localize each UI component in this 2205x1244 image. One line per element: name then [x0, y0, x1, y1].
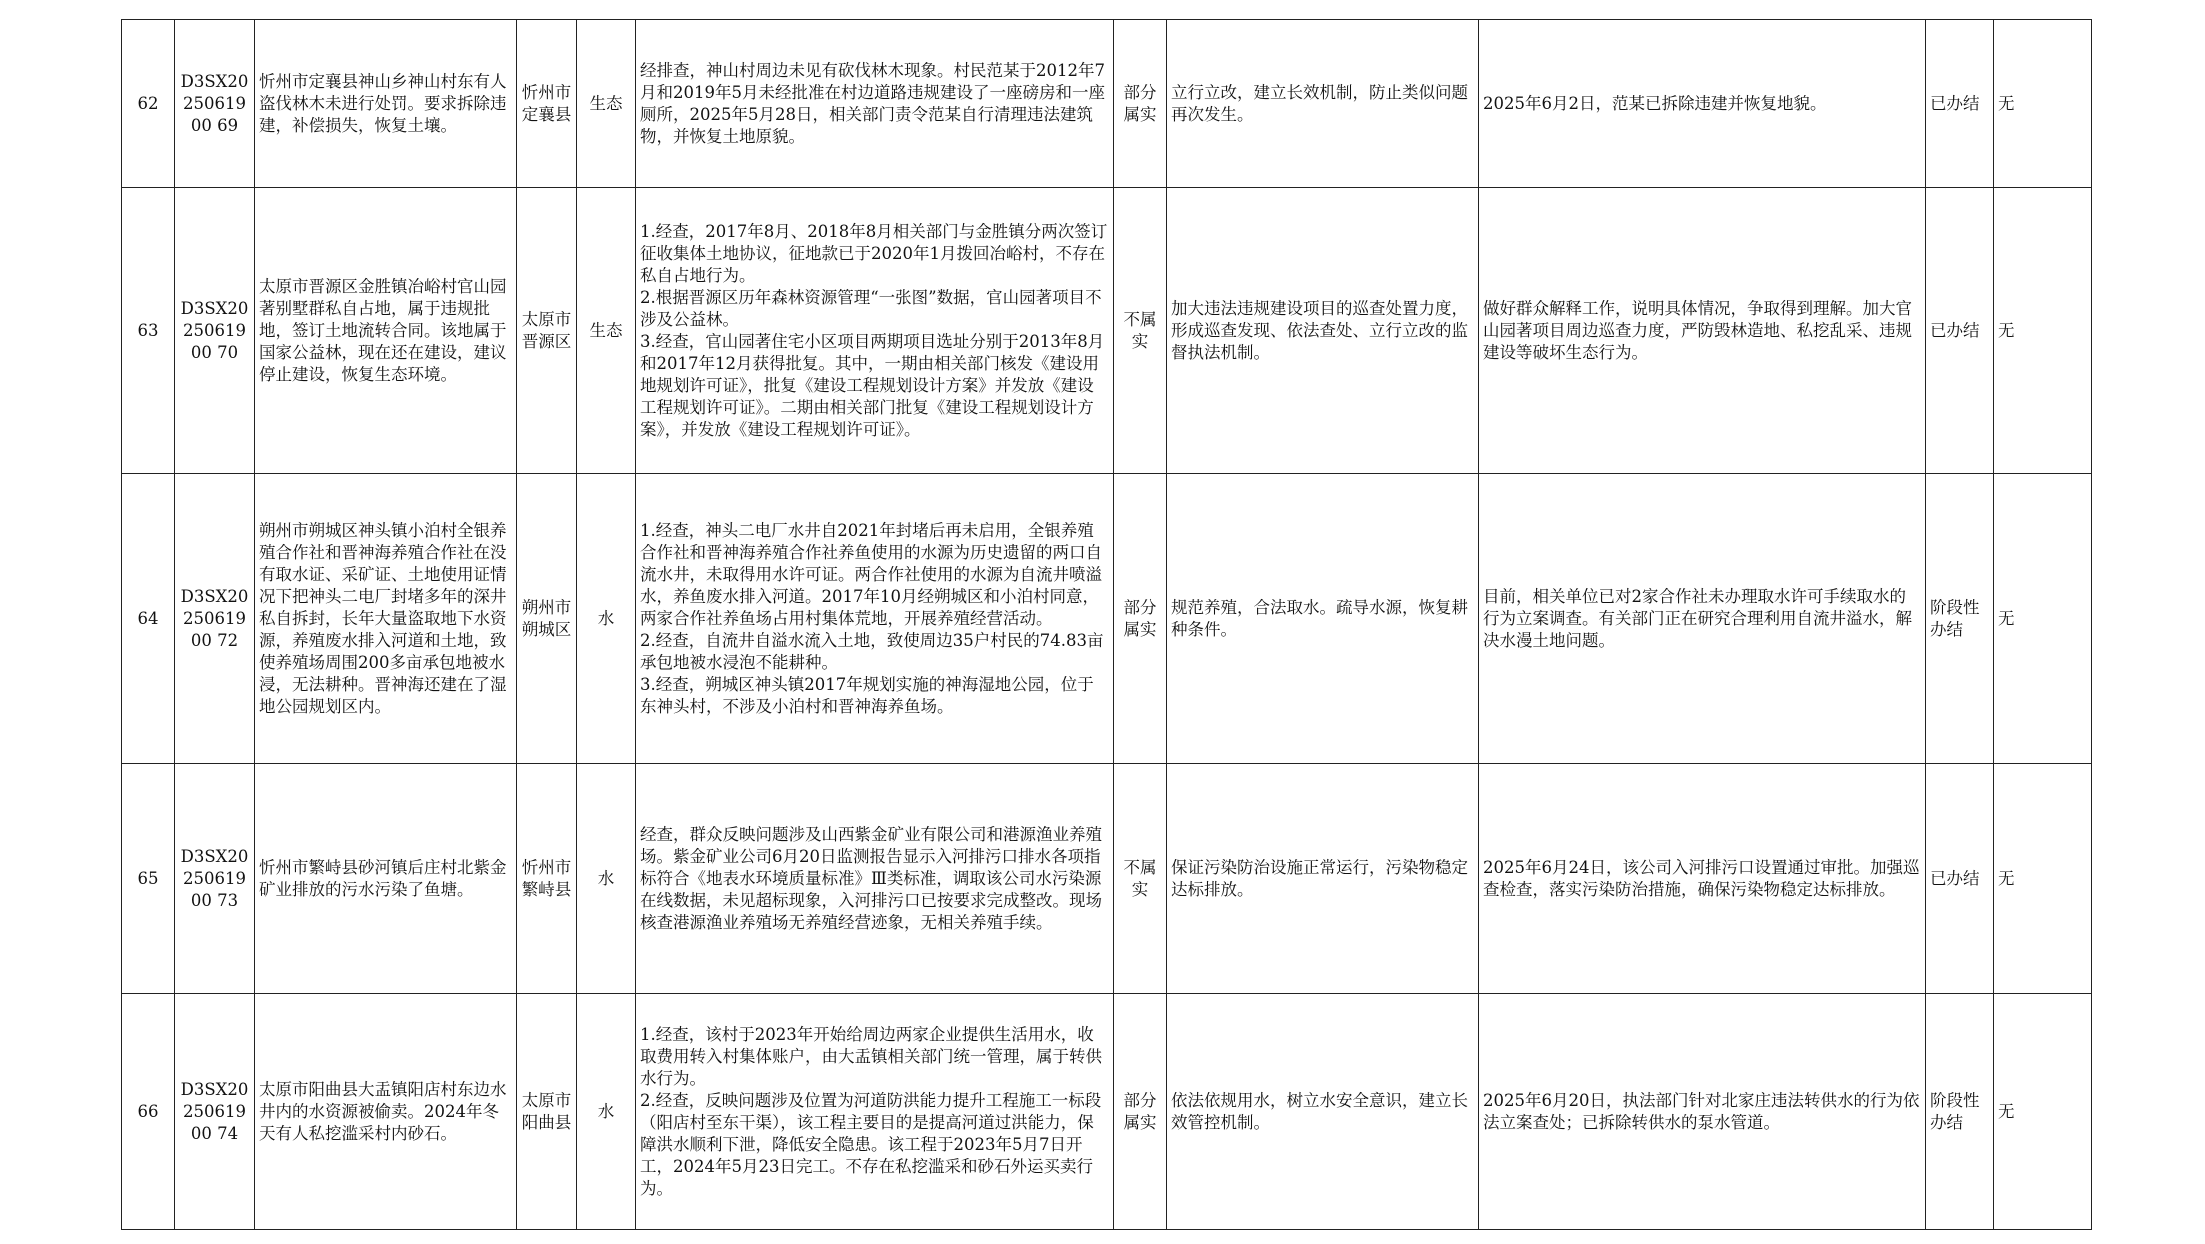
place-name: 朔州市朔城区 — [517, 474, 577, 764]
accountability-text: 无 — [1994, 188, 2092, 474]
complaint-text: 忻州市繁峙县砂河镇后庄村北紫金矿业排放的污水污染了鱼塘。 — [255, 764, 517, 994]
case-code: D3SX2025061900 70 — [175, 188, 255, 474]
table-row — [122, 20, 2092, 188]
verdict-text: 部分属实 — [1114, 474, 1167, 764]
case-code: D3SX2025061900 74 — [175, 994, 255, 1230]
rectification-measure: 保证污染防治设施正常运行，污染物稳定达标排放。 — [1167, 764, 1479, 994]
handling-status: 已办结 — [1926, 20, 1994, 188]
complaint-register-table — [121, 19, 2092, 1230]
case-code: D3SX2025061900 72 — [175, 474, 255, 764]
handling-status: 已办结 — [1926, 188, 1994, 474]
rectification-result: 2025年6月2日，范某已拆除违建并恢复地貌。 — [1479, 20, 1926, 188]
investigation-paragraph: 1.经查，2017年8月、2018年8月相关部门与金胜镇分两次签订征收集体土地协议，征地款已于2020年1月拨回冶峪村，不存在私自占地行为。 — [640, 221, 1108, 285]
investigation-text — [636, 188, 1114, 474]
accountability-text: 无 — [1994, 20, 2092, 188]
complaint-text: 朔州市朔城区神头镇小泊村全银养殖合作社和晋神海养殖合作社在没有取水证、采矿证、土地使用证情况下把神头二电厂封堵多年的深井私自拆封，长年大量盗取地下水资源，养殖废水排入河道和土地，致使养殖场周围200多亩承包地被水浸，无法耕种。晋神海还建在了湿地公园规划区内。 — [255, 474, 517, 764]
verdict-text: 部分属实 — [1114, 994, 1167, 1230]
issue-type: 生态 — [577, 188, 636, 474]
handling-status: 已办结 — [1926, 764, 1994, 994]
rectification-result: 目前，相关单位已对2家合作社未办理取水许可手续取水的行为立案调查。有关部门正在研究合理利用自流井溢水，解决水漫土地问题。 — [1479, 474, 1926, 764]
issue-type: 水 — [577, 764, 636, 994]
verdict-text: 不属实 — [1114, 764, 1167, 994]
table-row — [122, 994, 2092, 1230]
investigation-paragraph: 2.经查，反映问题涉及位置为河道防洪能力提升工程施工一标段（阳店村至东干渠），该工程主要目的是提高河道过洪能力，保障洪水顺利下泄，降低安全隐患。该工程于2023年5月7日开工，2024年5月23日完工。不存在私挖滥采和砂石外运买卖行为。 — [640, 1090, 1102, 1198]
investigation-paragraph: 2.经查，自流井自溢水流入土地，致使周边35户村民的74.83亩承包地被水浸泡不能耕种。 — [640, 630, 1104, 672]
investigation-paragraph: 1.经查，该村于2023年开始给周边两家企业提供生活用水，收取费用转入村集体账户，由大盂镇相关部门统一管理，属于转供水行为。 — [640, 1024, 1102, 1088]
complaint-text: 太原市阳曲县大盂镇阳店村东边水井内的水资源被偷卖。2024年冬天有人私挖滥采村内砂石。 — [255, 994, 517, 1230]
investigation-paragraph: 3.经查，官山园著住宅小区项目两期项目选址分别于2013年8月和2017年12月获得批复。其中，一期由相关部门核发《建设用地规划许可证》，批复《建设工程规划设计方案》并发放《建设工程规划许可证》。二期由相关部门批复《建设工程规划设计方案》，并发放《建设工程规划许可证》。 — [640, 331, 1105, 439]
row-number: 62 — [122, 20, 175, 188]
accountability-text: 无 — [1994, 474, 2092, 764]
row-number: 63 — [122, 188, 175, 474]
accountability-text: 无 — [1994, 994, 2092, 1230]
rectification-measure: 立行立改，建立长效机制，防止类似问题再次发生。 — [1167, 20, 1479, 188]
place-name: 忻州市定襄县 — [517, 20, 577, 188]
table-row — [122, 474, 2092, 764]
row-number: 66 — [122, 994, 175, 1230]
rectification-measure: 规范养殖，合法取水。疏导水源，恢复耕种条件。 — [1167, 474, 1479, 764]
investigation-text — [636, 474, 1114, 764]
rectification-result: 做好群众解释工作，说明具体情况，争取得到理解。加大官山园著项目周边巡查力度，严防毁林造地、私挖乱采、违规建设等破坏生态行为。 — [1479, 188, 1926, 474]
complaint-text: 太原市晋源区金胜镇冶峪村官山园著别墅群私自占地，属于违规批地，签订土地流转合同。该地属于国家公益林，现在还在建设，建议停止建设，恢复生态环境。 — [255, 188, 517, 474]
table-row — [122, 764, 2092, 994]
row-number: 64 — [122, 474, 175, 764]
investigation-paragraph: 1.经查，神头二电厂水井自2021年封堵后再未启用，全银养殖合作社和晋神海养殖合作社养鱼使用的水源为历史遗留的两口自流水井，未取得用水许可证。两合作社使用的水源为自流井喷溢水，养鱼废水排入河道。2017年10月经朔城区和小泊村同意，两家合作社养鱼场占用村集体荒地，开展养殖经营活动。 — [640, 520, 1102, 628]
case-code: D3SX2025061900 69 — [175, 20, 255, 188]
issue-type: 水 — [577, 474, 636, 764]
rectification-measure: 加大违法违规建设项目的巡查处置力度，形成巡查发现、依法查处、立行立改的监督执法机制。 — [1167, 188, 1479, 474]
rectification-measure: 依法依规用水，树立水安全意识，建立长效管控机制。 — [1167, 994, 1479, 1230]
complaint-text: 忻州市定襄县神山乡神山村东有人盗伐林木未进行处罚。要求拆除违建，补偿损失，恢复土壤。 — [255, 20, 517, 188]
handling-status: 阶段性办结 — [1926, 474, 1994, 764]
investigation-paragraph: 3.经查，朔城区神头镇2017年规划实施的神海湿地公园，位于东神头村，不涉及小泊村和晋神海养鱼场。 — [640, 674, 1094, 716]
table-row — [122, 188, 2092, 474]
investigation-text — [636, 20, 1114, 188]
place-name: 太原市晋源区 — [517, 188, 577, 474]
rectification-result: 2025年6月24日，该公司入河排污口设置通过审批。加强巡查检查，落实污染防治措施，确保污染物稳定达标排放。 — [1479, 764, 1926, 994]
investigation-text — [636, 764, 1114, 994]
place-name: 忻州市繁峙县 — [517, 764, 577, 994]
investigation-paragraph: 2.根据晋源区历年森林资源管理“一张图”数据，官山园著项目不涉及公益林。 — [640, 287, 1102, 329]
verdict-text: 部分属实 — [1114, 20, 1167, 188]
table-body — [122, 20, 2092, 1230]
investigation-text — [636, 994, 1114, 1230]
investigation-paragraph: 经查，群众反映问题涉及山西紫金矿业有限公司和港源渔业养殖场。紫金矿业公司6月20日监测报告显示入河排污口排水各项指标符合《地表水环境质量标准》Ⅲ类标准，调取该公司水污染源在线数据，未见超标现象，入河排污口已按要求完成整改。现场核查港源渔业养殖场无养殖经营迹象，无相关养殖手续。 — [640, 824, 1102, 932]
place-name: 太原市阳曲县 — [517, 994, 577, 1230]
accountability-text: 无 — [1994, 764, 2092, 994]
issue-type: 水 — [577, 994, 636, 1230]
investigation-paragraph: 经排查，神山村周边未见有砍伐林木现象。村民范某于2012年7月和2019年5月未经批准在村边道路违规建设了一座磅房和一座厕所，2025年5月28日，相关部门责令范某自行清理违法建筑物，并恢复土地原貌。 — [640, 60, 1105, 146]
row-number: 65 — [122, 764, 175, 994]
rectification-result: 2025年6月20日，执法部门针对北家庄违法转供水的行为依法立案查处；已拆除转供水的泵水管道。 — [1479, 994, 1926, 1230]
case-code: D3SX2025061900 73 — [175, 764, 255, 994]
handling-status: 阶段性办结 — [1926, 994, 1994, 1230]
issue-type: 生态 — [577, 20, 636, 188]
verdict-text: 不属实 — [1114, 188, 1167, 474]
